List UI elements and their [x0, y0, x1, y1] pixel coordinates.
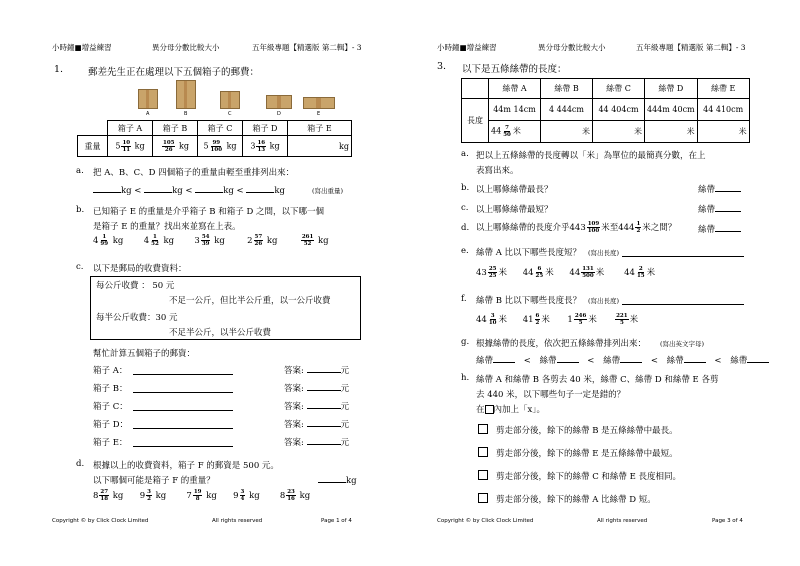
table-header: 箱子 C: [198, 121, 243, 136]
part-g-text: 根據絲帶的長度，依次把五條絲帶排列出來：: [476, 339, 647, 349]
rate-1-note: 不足一公斤，但比半公斤重，以一公斤收費: [169, 296, 331, 306]
length-cell: 44m 14cm: [489, 99, 541, 121]
part-f-note: (寫出長度): [588, 297, 620, 305]
fee-row-label: 箱子 D：: [93, 420, 129, 430]
option: 43 $\frac{25}{25}$ 米: [476, 266, 507, 279]
question-number: 1.: [54, 64, 64, 75]
statement-text: 剪走部分後，餘下的絲帶 E 是五條絲帶中最短。: [496, 449, 678, 459]
box-letter: E: [317, 111, 321, 117]
length-row-label: 長度: [462, 99, 489, 143]
answer-blank[interactable]: [318, 474, 346, 483]
ribbon-answer: 絲帶: [698, 223, 741, 235]
rate-1: 每公斤收費 ： 50 元: [96, 281, 175, 291]
option: 2 $\frac{57}{26}$ kg: [247, 234, 278, 247]
weight-cell: 5 $\frac{10}{11}$ kg: [108, 136, 153, 157]
footer-copyright: Copyright © by Click Clock Limited: [52, 518, 149, 524]
part-b-options: [93, 234, 344, 247]
option: $\frac{261}{52}$ kg: [301, 234, 329, 247]
header-topic: 異分母分數比較大小: [538, 43, 606, 52]
answer-row: 答案: 元: [284, 420, 350, 430]
header-grade: 五年級專題【精選版 第二輯】- 3: [252, 43, 362, 52]
option: 8 $\frac{27}{18}$ kg: [93, 489, 124, 502]
answer-blank[interactable]: [715, 203, 741, 212]
order-answer-row: kg < kg < kg < kg: [93, 184, 285, 196]
part-c-help: 幫忙計算五個箱子的郵資：: [93, 349, 196, 359]
meter-cell[interactable]: 米: [697, 121, 749, 143]
meter-cell[interactable]: 米: [541, 121, 593, 143]
footer-rights: All rights reserved: [212, 518, 263, 524]
ribbon-length-table: [461, 78, 750, 143]
table-header: 箱子 A: [108, 121, 153, 136]
option: 44 $\frac{2}{15}$ 米: [624, 266, 656, 279]
box-weight-table: [77, 120, 352, 157]
table-header: 箱子 E: [288, 121, 352, 136]
part-h-text-3: 在 內加上「x」。: [476, 405, 546, 415]
answer-blank[interactable]: [307, 418, 341, 427]
option: 1 $\frac{246}{5}$ 米: [567, 313, 597, 326]
part-label: a.: [76, 166, 84, 176]
statement-text: 剪走部分後，餘下的絲帶 B 是五條絲帶中最長。: [496, 426, 678, 436]
option: 4 $\frac{1}{99}$ kg: [93, 234, 124, 247]
part-label: f.: [461, 294, 467, 304]
part-e-text: 絲帶 A 比以下哪些長度短？: [476, 248, 582, 258]
part-label: g.: [461, 337, 470, 347]
statement-text: 剪走部分後，餘下的絲帶 C 和絲帶 E 長度相同。: [496, 472, 682, 482]
footer-rights: All rights reserved: [597, 518, 648, 524]
part-c-text: 以上哪條絲帶最短？: [476, 205, 553, 215]
answer-blank[interactable]: [622, 296, 744, 305]
part-d-options: [93, 489, 324, 502]
part-label: d.: [76, 459, 85, 469]
length-cell: 4 444cm: [541, 99, 593, 121]
answer-row: 答案: 元: [284, 366, 350, 376]
part-h-text-1: 絲帶 A 和絲帶 B 各剪去 40 米，絲帶 C、絲帶 D 和絲帶 E 各剪: [476, 375, 719, 385]
part-a-text: 把 A、B、C、D 四個箱子的重量由輕至重排列出來：: [93, 168, 295, 178]
working-line[interactable]: [133, 402, 233, 411]
option: 4 $\frac{1}{52}$ kg: [143, 234, 175, 247]
working-line[interactable]: [133, 420, 233, 429]
header-grade: 五年級專題【精選版 第二輯】- 3: [636, 43, 746, 52]
part-d-answer: kg: [318, 474, 357, 486]
working-line[interactable]: [133, 384, 233, 393]
part-c-text: 以下是郵局的收費資料：: [93, 264, 187, 274]
answer-blank[interactable]: [307, 436, 341, 445]
fee-row-label: 箱子 B：: [93, 384, 128, 394]
part-b-text: 以上哪條絲帶最長？: [476, 185, 553, 195]
table-header: 絲帶 D: [645, 79, 698, 99]
option: 9 $\frac{3}{2}$ kg: [139, 489, 167, 502]
footer-copyright: Copyright © by Click Clock Limited: [437, 518, 534, 524]
part-label: b.: [461, 183, 470, 193]
header-brand: 小時鐘■增益練習: [52, 43, 112, 52]
part-label: c.: [461, 203, 469, 213]
statement-checkbox[interactable]: [478, 493, 488, 503]
weight-cell: $\frac{105}{26}$ kg: [153, 136, 198, 157]
answer-blank[interactable]: [622, 248, 744, 257]
question-prompt: 郵差先生正在處理以下五個箱子的郵費：: [88, 67, 260, 78]
part-b-text-2: 是箱子 E 的重量？找出來並寫在上表。: [93, 222, 241, 232]
part-d-text-2: 以下哪個可能是箱子 F 的重量？: [93, 476, 215, 486]
option: 3 $\frac{54}{39}$ kg: [194, 234, 225, 247]
answer-blank[interactable]: [747, 354, 769, 363]
part-h-text-2: 去 440 米，以下哪些句子一定是錯的？: [476, 390, 626, 400]
fee-row-label: 箱子 E：: [93, 438, 128, 448]
header-topic: 異分母分數比較大小: [152, 43, 220, 52]
part-label: a.: [461, 149, 469, 159]
option: 9 $\frac{3}{4}$ kg: [233, 489, 260, 502]
statement-text: 剪走部分後，餘下的絲帶 A 比絲帶 D 短。: [496, 495, 656, 505]
question-prompt: 以下是五條絲帶的長度：: [462, 64, 567, 75]
option: 8 $\frac{23}{16}$ kg: [279, 489, 311, 502]
ribbon-answer: 絲帶: [698, 203, 741, 215]
checkbox-icon: [485, 405, 494, 414]
answer-blank[interactable]: [493, 354, 515, 363]
weight-row-label: 重量: [78, 136, 108, 157]
option: 41 $\frac{6}{2}$ 米: [522, 313, 550, 326]
statement-checkbox[interactable]: [478, 470, 488, 480]
working-line[interactable]: [133, 366, 233, 375]
part-label: b.: [76, 205, 85, 215]
part-a-text-2: 表寫出來。: [476, 166, 519, 176]
answer-blank[interactable]: [246, 184, 274, 193]
answer-blank[interactable]: [620, 354, 642, 363]
table-header: 絲帶 E: [697, 79, 749, 99]
box-letter: C: [228, 111, 232, 117]
part-e-options: [476, 266, 668, 279]
box-letter: B: [184, 111, 188, 117]
part-a-text-1: 把以上五條絲帶的長度轉以「米」為單位的最簡真分數，在上: [476, 151, 706, 161]
fee-row-label: 箱子 A：: [93, 366, 128, 376]
order-answer-row: 絲帶 < 絲帶 < 絲帶 < 絲帶 < 絲帶: [476, 354, 769, 366]
fee-row-label: 箱子 C：: [93, 402, 128, 412]
box-letter: D: [277, 111, 281, 117]
length-cell: 44 410cm: [697, 99, 749, 121]
working-line[interactable]: [133, 438, 233, 447]
answer-blank[interactable]: [93, 184, 121, 193]
part-label: d.: [461, 223, 470, 233]
part-label: c.: [76, 262, 84, 272]
part-label: h.: [461, 373, 470, 383]
part-d-text-1: 根據以上的收費資料，箱子 F 的郵資是 500 元。: [93, 461, 279, 471]
part-a-note: (寫出重量): [312, 187, 344, 195]
answer-blank[interactable]: [307, 382, 341, 391]
box-e-picture: [303, 97, 335, 109]
footer-page-number: Page 3 of 4: [712, 518, 743, 524]
part-f-options: [476, 313, 654, 326]
option: 44 $\frac{3}{10}$ 米: [476, 313, 507, 326]
answer-blank[interactable]: [307, 400, 341, 409]
answer-row: 答案: 元: [284, 438, 350, 448]
weight-cell: 3 $\frac{16}{13}$ kg: [243, 136, 288, 157]
length-cell: 444m 40cm: [645, 99, 698, 121]
part-d-text: 以上哪條絲帶的長度介乎443 $\frac{109}{100}$ 米至444 $\frac{1}{2}$ 米之間？: [476, 221, 677, 234]
ribbon-answer: 絲帶: [698, 183, 741, 195]
answer-blank[interactable]: [715, 183, 741, 192]
box-d-picture: [266, 95, 292, 109]
weight-cell-e[interactable]: kg: [288, 136, 352, 157]
answer-row: 答案: 元: [284, 384, 350, 394]
option: 44 $\frac{131}{500}$ 米: [569, 266, 605, 279]
part-e-note: (寫出長度): [588, 249, 620, 257]
question-number: 3.: [437, 61, 447, 72]
header-brand: 小時鐘■增益練習: [437, 43, 497, 52]
answer-blank[interactable]: [144, 184, 172, 193]
part-label: e.: [461, 246, 469, 256]
table-header: 箱子 B: [153, 121, 198, 136]
statement-checkbox[interactable]: [478, 424, 488, 434]
box-a-picture: [138, 89, 158, 109]
option: $\frac{221}{5}$ 米: [616, 313, 639, 326]
meter-cell[interactable]: 米: [593, 121, 645, 143]
box-b-picture: [176, 80, 196, 109]
option: 44 $\frac{6}{25}$ 米: [522, 266, 554, 279]
weight-cell: 5 $\frac{99}{100}$ kg: [198, 136, 243, 157]
box-letter: A: [146, 111, 150, 117]
box-c-picture: [220, 91, 240, 109]
answer-blank[interactable]: [307, 364, 341, 373]
length-cell: 44 404cm: [593, 99, 645, 121]
answer-row: 答案: 元: [284, 402, 350, 412]
table-header: 絲帶 A: [489, 79, 541, 99]
part-g-note: (寫出英文字母): [660, 340, 705, 348]
meter-cell: 44 $\frac{7}{50}$ 米: [489, 121, 541, 143]
part-b-text-1: 已知箱子 E 的重量是介乎箱子 B 和箱子 D 之間，以下哪一個: [93, 207, 324, 217]
meter-cell[interactable]: 米: [645, 121, 698, 143]
worksheet-page-3: [400, 0, 800, 566]
table-header: 箱子 D: [243, 121, 288, 136]
answer-blank[interactable]: [195, 184, 223, 193]
footer-page-number: Page 1 of 4: [321, 518, 352, 524]
answer-blank[interactable]: [684, 354, 706, 363]
answer-blank[interactable]: [715, 223, 741, 232]
table-header: 絲帶 C: [593, 79, 645, 99]
rate-2: 每半公斤收費：30 元: [96, 313, 178, 323]
answer-blank[interactable]: [557, 354, 579, 363]
statement-checkbox[interactable]: [478, 447, 488, 457]
option: 7 $\frac{19}{8}$ kg: [186, 489, 217, 502]
part-f-text: 絲帶 B 比以下哪些長度長？: [476, 296, 582, 306]
table-header: 絲帶 B: [541, 79, 593, 99]
rate-2-note: 不足半公斤，以半公斤收費: [169, 328, 272, 338]
